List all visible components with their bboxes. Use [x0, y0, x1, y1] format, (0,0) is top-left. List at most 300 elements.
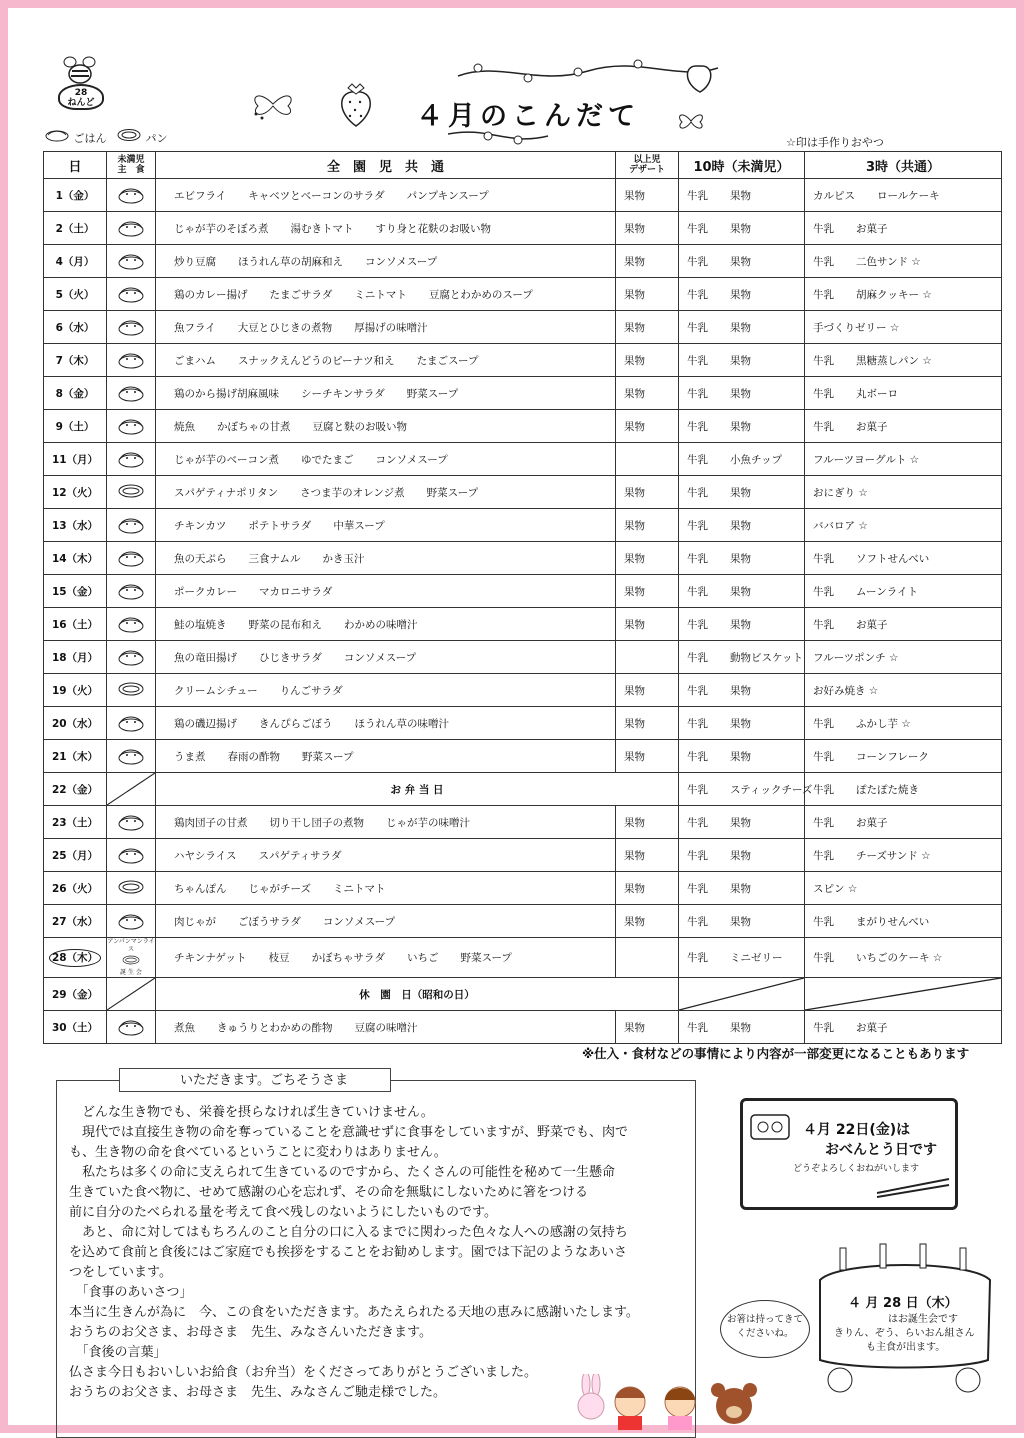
ten-cell	[679, 443, 805, 476]
day-label: 12（火）	[51, 486, 99, 499]
three-cell	[805, 179, 1002, 212]
dessert-cell	[616, 1011, 679, 1044]
ten-item: 果物	[730, 288, 751, 301]
common-cell	[156, 938, 616, 978]
three-item: 牛乳	[813, 552, 834, 565]
ten-item: 果物	[730, 387, 751, 400]
three-cell	[805, 839, 1002, 872]
ten-item: 牛乳	[687, 882, 708, 895]
common-cell	[156, 344, 616, 377]
table-row	[44, 978, 1002, 1011]
common-cell	[156, 674, 616, 707]
ten-item: 牛乳	[687, 222, 708, 235]
day-cell	[44, 278, 107, 311]
article-line: おうちのお父さま、お母さま 先生、みなさんいただきます。	[69, 1325, 432, 1340]
three-item: 牛乳	[813, 952, 834, 964]
dish: シーチキンサラダ	[301, 387, 385, 400]
table-row	[44, 509, 1002, 542]
page-title: ４月のこんだて	[416, 101, 640, 132]
day-label: 20（水）	[51, 717, 99, 730]
dessert-cell	[616, 443, 679, 476]
three-item: 牛乳	[813, 783, 834, 796]
dessert-label: 果物	[624, 618, 645, 631]
common-cell	[156, 542, 616, 575]
three-item: 牛乳	[813, 288, 834, 301]
strawberry-icon	[326, 74, 386, 134]
three-item: お菓子	[856, 618, 888, 631]
diagonal-line	[107, 978, 155, 1010]
dish: ごぼうサラダ	[238, 915, 301, 928]
ten-item: 牛乳	[687, 651, 708, 664]
article-line: どんな生き物でも、栄養を摂らなければ生きていけません。	[69, 1105, 434, 1120]
ten-cell	[679, 872, 805, 905]
rice-icon	[116, 711, 146, 733]
article-line: おうちのお父さま、お母さま 先生、みなさんご馳走様でした。	[69, 1385, 447, 1400]
diagonal-line	[679, 978, 804, 1010]
staple-cell	[107, 542, 156, 575]
staple-cell	[107, 278, 156, 311]
dish: うま煮	[174, 750, 206, 763]
ten-item: 果物	[730, 915, 751, 928]
table-row	[44, 740, 1002, 773]
dish: 厚揚げの味噌汁	[354, 321, 428, 334]
ten-cell	[679, 806, 805, 839]
staple-cell	[107, 344, 156, 377]
ten-item: 果物	[730, 255, 751, 268]
butterfly-small-icon	[676, 108, 706, 134]
dessert-cell	[616, 344, 679, 377]
staple-cell	[107, 311, 156, 344]
dish: 魚の天ぷら	[174, 552, 227, 565]
three-item: ぽたぽた焼き	[856, 783, 919, 796]
ten-item: 果物	[730, 750, 751, 763]
ten-item: 牛乳	[687, 288, 708, 301]
staple-cell	[107, 509, 156, 542]
dish: きゅうりとわかめの酢物	[217, 1021, 333, 1034]
staple-cell	[107, 410, 156, 443]
dish: 鶏のから揚げ胡麻風味	[174, 387, 279, 400]
common-cell	[156, 377, 616, 410]
dish: クリームシチュー	[174, 684, 258, 697]
staple-cell	[107, 476, 156, 509]
dish: かき玉汁	[322, 552, 365, 565]
three-item: 牛乳	[813, 420, 834, 433]
table-row	[44, 311, 1002, 344]
article-line: 私たちは多くの命に支えられて生きているのですから、たくさんの可能性を秘めて一生懸命	[69, 1165, 616, 1180]
dessert-cell	[616, 608, 679, 641]
day-label: 1（金）	[55, 189, 95, 202]
three-cell	[805, 212, 1002, 245]
dish: 中華スープ	[333, 519, 385, 532]
rice-icon	[116, 216, 146, 238]
bento-line2: おべんとう日です	[825, 1142, 937, 1158]
butterfly-icon	[248, 84, 298, 124]
ten-item: 牛乳	[687, 453, 708, 466]
three-item: コーンフレーク	[856, 750, 929, 763]
bread-icon	[116, 128, 142, 142]
day-cell	[44, 377, 107, 410]
ten-item: 果物	[730, 849, 751, 862]
rice-icon	[116, 282, 146, 304]
special-cell	[156, 978, 679, 1011]
ten-item: 果物	[730, 321, 751, 334]
dish: 鶏のカレー揚げ	[174, 288, 248, 301]
day-cell	[44, 872, 107, 905]
three-item: 牛乳	[813, 1021, 834, 1034]
dessert-label: 果物	[624, 288, 645, 301]
dish: わかめの味噌汁	[344, 618, 418, 631]
three-item: おにぎり ☆	[813, 486, 868, 499]
ten-item: 果物	[730, 354, 751, 367]
menu-body	[44, 179, 1002, 1044]
rice-icon	[116, 183, 146, 205]
ten-item: 果物	[730, 585, 751, 598]
article-line: 「食後の言葉」	[69, 1345, 167, 1360]
table-row	[44, 245, 1002, 278]
dish: さつま芋のオレンジ煮	[300, 486, 405, 499]
dessert-cell	[616, 509, 679, 542]
ten-cell	[679, 179, 805, 212]
bread-icon	[116, 680, 146, 698]
dessert-cell	[616, 410, 679, 443]
day-label: 26（火）	[51, 882, 99, 895]
common-cell	[156, 608, 616, 641]
common-cell	[156, 410, 616, 443]
dessert-cell	[616, 806, 679, 839]
table-row	[44, 377, 1002, 410]
ten-item: 牛乳	[687, 486, 708, 499]
dish: ごまハム	[174, 354, 216, 367]
day-cell	[44, 608, 107, 641]
dessert-label: 果物	[624, 915, 645, 928]
bread-icon	[116, 878, 146, 896]
day-cell	[44, 575, 107, 608]
ten-item: 牛乳	[687, 585, 708, 598]
dish: ちゃんぽん	[174, 882, 227, 895]
day-label: 14（木）	[51, 552, 99, 565]
ten-item: 牛乳	[687, 189, 708, 202]
day-cell	[44, 410, 107, 443]
ten-cell	[679, 674, 805, 707]
dish: たまごスープ	[416, 354, 479, 367]
birthday-line3: きりん、ぞう、らいおん組さん	[834, 1328, 975, 1339]
dessert-label: 果物	[624, 816, 645, 829]
header-ten: 10時（未満児）	[679, 152, 805, 179]
three-item: ババロア ☆	[813, 519, 868, 532]
table-row	[44, 476, 1002, 509]
header-type-top: 未満児	[117, 155, 145, 165]
ten-item: 牛乳	[687, 849, 708, 862]
three-item: ふかし芋 ☆	[856, 717, 911, 730]
legend-bread-label: パン	[145, 132, 168, 145]
ten-item: ミニゼリー	[730, 952, 783, 964]
special-cell	[156, 773, 679, 806]
common-cell	[156, 509, 616, 542]
legend	[44, 128, 174, 146]
dish: コンソメスープ	[365, 255, 438, 268]
dish: りんごサラダ	[279, 684, 343, 697]
three-item: チーズサンド ☆	[856, 849, 931, 862]
ten-item: 牛乳	[687, 420, 708, 433]
day-cell	[44, 542, 107, 575]
staple-cell	[107, 179, 156, 212]
dish: 三食ナムル	[248, 552, 301, 565]
dish: 野菜スープ	[406, 387, 459, 400]
table-row	[44, 278, 1002, 311]
dish: 切り干し団子の煮物	[269, 816, 364, 829]
three-item: 牛乳	[813, 750, 834, 763]
three-item: 牛乳	[813, 354, 834, 367]
day-cell	[44, 344, 107, 377]
header-dessert-bottom: デザート	[628, 165, 665, 175]
ten-cell	[679, 575, 805, 608]
dessert-label: 果物	[624, 222, 645, 235]
day-cell	[44, 212, 107, 245]
day-cell	[44, 179, 107, 212]
three-item: 牛乳	[813, 816, 834, 829]
staple-cell	[107, 212, 156, 245]
rice-icon	[116, 546, 146, 568]
day-cell	[44, 674, 107, 707]
ten-item: 果物	[730, 486, 751, 499]
staple-cell	[107, 839, 156, 872]
special-label: 休 園 日（昭和の日）	[359, 988, 475, 1001]
dessert-label: 果物	[624, 750, 645, 763]
ten-item: 牛乳	[687, 684, 708, 697]
three-item: 二色サンド ☆	[856, 255, 921, 268]
ten-cell	[679, 1011, 805, 1044]
ten-cell	[679, 608, 805, 641]
dessert-cell	[616, 707, 679, 740]
dessert-cell	[616, 641, 679, 674]
dish: スパゲティナポリタン	[174, 486, 279, 499]
dish: じゃが芋のそぼろ煮	[174, 222, 269, 235]
common-cell	[156, 905, 616, 938]
day-label: 4（月）	[55, 255, 95, 268]
table-row	[44, 542, 1002, 575]
three-item: 牛乳	[813, 717, 834, 730]
dish: ひじきサラダ	[259, 651, 322, 664]
dish: かぼちゃサラダ	[311, 952, 385, 964]
common-cell	[156, 707, 616, 740]
rice-icon	[116, 645, 146, 667]
three-item: 黒糖蒸しパン ☆	[856, 354, 932, 367]
three-item: 牛乳	[813, 849, 834, 862]
header-day: 日	[44, 152, 107, 179]
staple-cell	[107, 707, 156, 740]
ten-cell	[679, 410, 805, 443]
three-item: スピン ☆	[813, 882, 858, 895]
header-type	[107, 152, 156, 179]
dish: 煮魚	[174, 1021, 195, 1034]
dish: ポークカレー	[174, 585, 237, 598]
legend-rice-label: ごはん	[73, 132, 107, 145]
dish: 焼魚	[174, 420, 195, 433]
three-cell	[805, 1011, 1002, 1044]
table-row	[44, 773, 1002, 806]
staple-cell	[107, 905, 156, 938]
day-label: 18（月）	[51, 651, 99, 664]
ten-cell	[679, 245, 805, 278]
dish: かぼちゃの甘煮	[217, 420, 291, 433]
rice-icon	[116, 381, 146, 403]
staple-bottom: 誕 生 会	[120, 969, 142, 976]
day-cell	[44, 839, 107, 872]
three-cell	[805, 311, 1002, 344]
article-line: 本当に生きんが為に 今、この食をいただきます。あたえられたる天地の恵みに感謝いたします。	[69, 1305, 639, 1320]
ten-item: 牛乳	[687, 750, 708, 763]
dish: キャベツとベーコンのサラダ	[248, 189, 385, 202]
ten-item: 牛乳	[687, 387, 708, 400]
ten-item: 果物	[730, 222, 751, 235]
day-label: 9（土）	[55, 420, 95, 433]
table-row	[44, 674, 1002, 707]
bento-line1: ４月 22日(金)は	[803, 1122, 911, 1138]
ten-item: 果物	[730, 519, 751, 532]
three-cell	[805, 608, 1002, 641]
ten-item: 果物	[730, 420, 751, 433]
day-cell	[44, 978, 107, 1011]
bee-icon	[52, 54, 108, 88]
staple-cell	[107, 806, 156, 839]
dish: チキンナゲット	[174, 952, 247, 964]
dish: エビフライ	[174, 189, 227, 202]
dessert-cell	[616, 377, 679, 410]
day-cell	[44, 509, 107, 542]
dessert-cell	[616, 872, 679, 905]
table-row	[44, 641, 1002, 674]
day-label: 16（土）	[51, 618, 99, 631]
ten-item: 果物	[730, 816, 751, 829]
staple-top: アンパンマンライス	[107, 938, 155, 953]
staple-cell	[107, 608, 156, 641]
three-cell	[805, 443, 1002, 476]
dish: 大豆とひじきの煮物	[237, 321, 333, 334]
dish: コンソメスープ	[343, 651, 417, 664]
dessert-cell	[616, 839, 679, 872]
ten-item: スティックチーズ	[730, 783, 813, 796]
staple-cell	[107, 872, 156, 905]
dessert-label: 果物	[624, 1021, 645, 1034]
dessert-label: 果物	[624, 321, 645, 334]
common-cell	[156, 443, 616, 476]
three-item: 胡麻クッキー ☆	[856, 288, 932, 301]
dish: ミニトマト	[332, 882, 386, 895]
dessert-cell	[616, 311, 679, 344]
diagonal-line	[107, 773, 155, 805]
three-item: 牛乳	[813, 915, 834, 928]
staple-cell	[107, 938, 156, 978]
three-cell	[805, 377, 1002, 410]
ten-item: 牛乳	[687, 519, 708, 532]
three-cell	[805, 773, 1002, 806]
header-dessert-top: 以上児	[633, 155, 661, 165]
bread-icon	[116, 482, 146, 500]
ten-item: 牛乳	[687, 552, 708, 565]
dessert-cell	[616, 740, 679, 773]
dessert-label: 果物	[624, 354, 645, 367]
dessert-label: 果物	[624, 684, 645, 697]
three-item: フルーツポンチ ☆	[813, 651, 899, 664]
ten-item: 牛乳	[687, 915, 708, 928]
birthday-notice	[810, 1240, 998, 1400]
rice-icon	[116, 1015, 146, 1037]
day-label: 8（金）	[55, 387, 95, 400]
day-label: 6（水）	[55, 321, 95, 334]
dessert-label: 果物	[624, 519, 645, 532]
three-item: いちごのケーキ ☆	[856, 952, 943, 964]
dish: パンプキンスープ	[406, 189, 489, 202]
dish: チキンカツ	[174, 519, 227, 532]
rice-icon	[44, 128, 70, 142]
three-item: まがりせんべい	[856, 915, 930, 928]
table-row	[44, 839, 1002, 872]
dish: スナックえんどうのピーナツ和え	[238, 354, 395, 367]
header-dessert	[616, 152, 679, 179]
three-item: 牛乳	[813, 255, 834, 268]
table-row	[44, 344, 1002, 377]
common-cell	[156, 740, 616, 773]
dessert-label: 果物	[624, 387, 645, 400]
ten-item: 果物	[730, 189, 751, 202]
three-cell	[805, 410, 1002, 443]
day-label: 23（土）	[51, 816, 99, 829]
common-cell	[156, 278, 616, 311]
staple-cell	[107, 641, 156, 674]
dessert-cell	[616, 278, 679, 311]
ten-item: 牛乳	[687, 783, 708, 796]
class-number: 28	[74, 88, 88, 98]
ten-item: 牛乳	[687, 816, 708, 829]
dish: すり身と花麩のお吸い物	[375, 222, 491, 235]
bento-notice	[740, 1098, 958, 1210]
header-type-bottom: 主 食	[117, 165, 145, 175]
bubble-line2: くださいね。	[736, 1328, 794, 1339]
dish: ほうれん草の胡麻和え	[238, 255, 343, 268]
dish: じゃが芋のベーコン煮	[174, 453, 279, 466]
ten-item: 牛乳	[687, 354, 708, 367]
article-line: 生きていた食べ物に、せめて感謝の心を忘れず、その命を無駄にしないために箸をつける	[69, 1185, 588, 1200]
common-cell	[156, 806, 616, 839]
three-item: お菓子	[856, 222, 888, 235]
day-label: 25（月）	[51, 849, 99, 862]
class-badge	[58, 84, 104, 110]
three-item: カルピス	[813, 189, 855, 202]
ten-cell	[679, 773, 813, 806]
ten-cell	[679, 641, 805, 674]
ten-cell	[679, 212, 805, 245]
dessert-label: 果物	[624, 552, 645, 565]
day-label: 19（火）	[51, 684, 99, 697]
dish: 鶏肉団子の甘煮	[174, 816, 248, 829]
three-item: 丸ボーロ	[856, 387, 898, 400]
three-item: 手づくりゼリー ☆	[813, 321, 900, 334]
chopsticks-icon	[873, 1171, 953, 1201]
day-label: 22（金）	[51, 783, 99, 796]
common-cell	[156, 575, 616, 608]
dish: ミニトマト	[354, 288, 407, 301]
three-cell	[805, 245, 1002, 278]
dessert-cell	[616, 674, 679, 707]
common-cell	[156, 872, 616, 905]
day-cell	[44, 773, 107, 806]
common-cell	[156, 641, 616, 674]
day-cell	[44, 443, 107, 476]
table-row	[44, 443, 1002, 476]
dessert-label: 果物	[624, 717, 645, 730]
rice-icon	[116, 843, 146, 865]
table-row	[44, 410, 1002, 443]
